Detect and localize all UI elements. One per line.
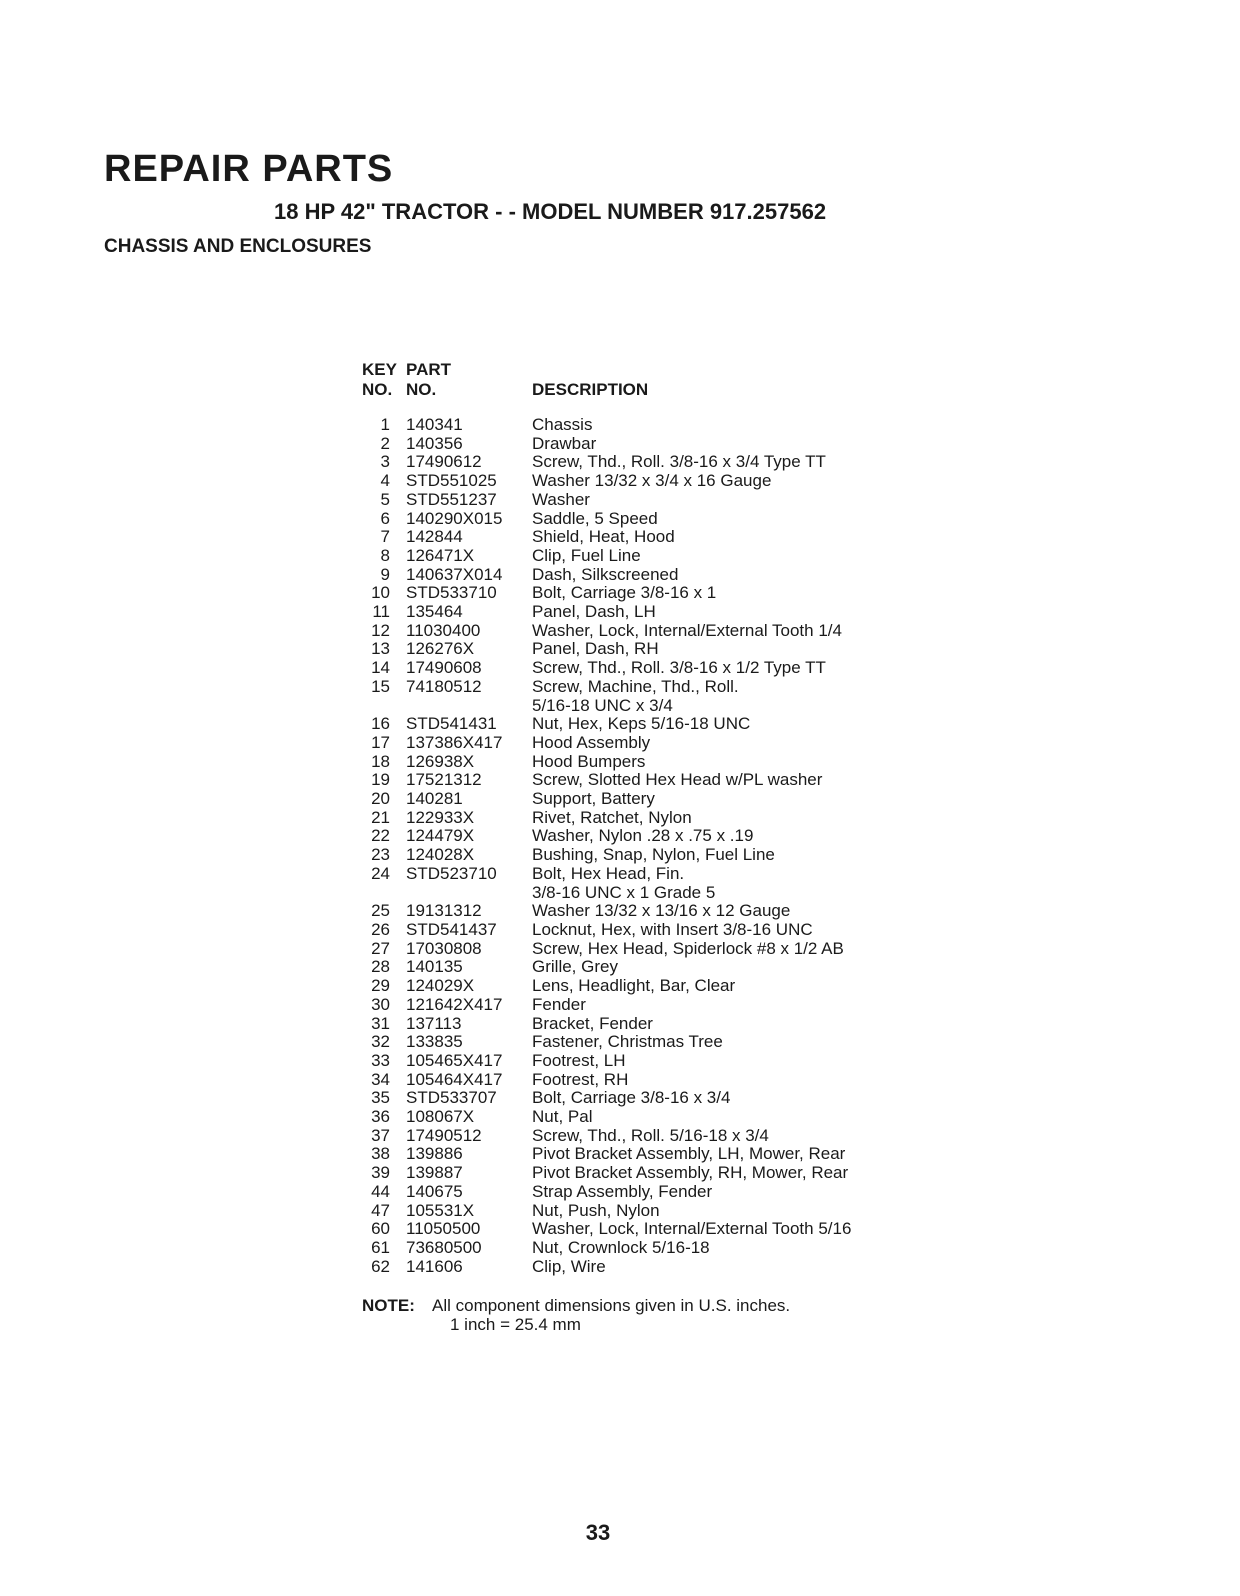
- key-no-cell: 44: [371, 1181, 390, 1201]
- description-cell: Rivet, Ratchet, Nylon: [532, 807, 692, 827]
- part-no-cell: 126276X: [406, 639, 475, 659]
- key-no-cell: 8: [380, 545, 390, 565]
- part-no-cell: 135464: [406, 602, 463, 622]
- description-header: [532, 360, 932, 400]
- description-cell: Dash, Silkscreened: [532, 564, 679, 584]
- section-heading: CHASSIS AND ENCLOSURES: [104, 236, 372, 257]
- part-no-cell: 140356: [406, 433, 463, 453]
- key-no-cell: 47: [371, 1200, 390, 1220]
- part-no-cell: 17490608: [406, 658, 482, 678]
- table-row: [362, 996, 932, 1015]
- table-row: [362, 1052, 932, 1071]
- key-no-cell: 5: [380, 489, 390, 509]
- key-no-cell: 30: [371, 994, 390, 1014]
- description-cell: Screw, Hex Head, Spiderlock #8 x 1/2 AB: [532, 938, 844, 958]
- description-cell: Washer, Lock, Internal/External Tooth 5/16: [532, 1219, 852, 1239]
- table-row: [362, 1108, 932, 1127]
- part-no-cell: 74180512: [406, 676, 482, 696]
- table-row: [362, 1015, 932, 1034]
- key-no-cell: 38: [371, 1144, 390, 1164]
- key-no-cell: 27: [371, 938, 390, 958]
- description-cell: Fender: [532, 994, 586, 1014]
- part-no-header: [406, 360, 532, 400]
- table-row: [362, 510, 932, 529]
- key-no-cell: 3: [380, 452, 390, 472]
- part-no-cell: 105531X: [406, 1200, 475, 1220]
- table-row: [362, 566, 932, 585]
- table-row: [362, 827, 932, 846]
- page-number: 33: [585, 1520, 611, 1545]
- key-no-cell: 1: [380, 415, 390, 434]
- table-row: [362, 678, 932, 715]
- key-no-cell: 33: [371, 1050, 390, 1070]
- key-no-cell: 29: [371, 976, 390, 996]
- key-header-line2: NO.: [362, 380, 393, 399]
- part-no-cell: STD533710: [406, 583, 497, 603]
- part-no-cell: STD541437: [406, 919, 497, 939]
- key-no-cell: 32: [371, 1032, 390, 1052]
- description-cell: Washer 13/32 x 3/4 x 16 Gauge: [532, 471, 772, 491]
- table-row: [362, 528, 932, 547]
- part-no-cell: 139887: [406, 1163, 463, 1183]
- part-no-cell: 133835: [406, 1032, 463, 1052]
- description-cell: Nut, Pal: [532, 1107, 593, 1127]
- key-no-cell: 34: [371, 1069, 390, 1089]
- key-no-cell: 20: [371, 789, 390, 809]
- key-no-cell: 36: [371, 1107, 390, 1127]
- part-header-line2: NO.: [406, 380, 437, 399]
- description-cell: Grille, Grey: [532, 957, 618, 977]
- part-no-cell: STD541431: [406, 714, 497, 734]
- description-cell: Pivot Bracket Assembly, LH, Mower, Rear: [532, 1144, 846, 1164]
- description-cell: Footrest, RH: [532, 1069, 629, 1089]
- part-no-cell: 140135: [406, 957, 463, 977]
- table-row: [362, 1202, 932, 1221]
- table-row: [362, 1089, 932, 1108]
- key-header-line1: KEY: [362, 360, 397, 379]
- part-no-cell: 126471X: [406, 545, 475, 565]
- part-no-cell: STD523710: [406, 863, 497, 883]
- table-row: [362, 865, 932, 902]
- key-no-cell: 2: [380, 433, 390, 453]
- key-no-cell: 18: [371, 751, 390, 771]
- part-no-cell: 140290X015: [406, 508, 503, 528]
- part-no-cell: 124028X: [406, 845, 475, 865]
- note-line-1: All component dimensions given in U.S. inches.: [432, 1296, 791, 1315]
- part-no-cell: 105464X417: [406, 1069, 503, 1089]
- key-no-cell: 10: [371, 583, 390, 603]
- description-cell: Shield, Heat, Hood: [532, 527, 675, 547]
- description-cell: Pivot Bracket Assembly, RH, Mower, Rear: [532, 1163, 849, 1183]
- key-no-cell: 14: [371, 658, 390, 678]
- key-no-cell: 4: [380, 471, 390, 491]
- description-cell: Nut, Hex, Keps 5/16-18 UNC: [532, 714, 751, 734]
- parts-table-body: [362, 416, 932, 1276]
- key-no-cell: 6: [380, 508, 390, 528]
- key-no-cell: 12: [371, 620, 390, 640]
- table-row: [362, 547, 932, 566]
- table-row: [362, 491, 932, 510]
- key-no-cell: 25: [371, 901, 390, 921]
- description-cell: Panel, Dash, RH: [532, 639, 659, 659]
- description-cell: Clip, Wire: [532, 1256, 606, 1276]
- note-label: NOTE:: [362, 1296, 415, 1315]
- part-no-cell: 73680500: [406, 1237, 482, 1257]
- part-no-cell: 137113: [406, 1013, 462, 1033]
- key-no-cell: 24: [371, 863, 390, 883]
- part-no-cell: 17030808: [406, 938, 482, 958]
- part-no-cell: 105465X417: [406, 1050, 503, 1070]
- table-row: [362, 940, 932, 959]
- key-no-cell: 62: [371, 1256, 390, 1276]
- note-line-2: 1 inch = 25.4 mm: [450, 1315, 581, 1334]
- description-cell: Screw, Thd., Roll. 3/8-16 x 1/2 Type TT: [532, 658, 826, 678]
- description-cell: Footrest, LH: [532, 1050, 626, 1070]
- description-cell: Bolt, Hex Head, Fin. 3/8-16 UNC x 1 Grade 5: [532, 863, 716, 902]
- description-cell: Screw, Machine, Thd., Roll. 5/16-18 UNC x 3/4: [532, 676, 739, 715]
- key-no-cell: 23: [371, 845, 390, 865]
- table-row: [362, 1258, 932, 1277]
- key-no-cell: 35: [371, 1088, 390, 1108]
- description-cell: Chassis: [532, 415, 593, 434]
- description-cell: Bolt, Carriage 3/8-16 x 1: [532, 583, 717, 603]
- description-cell: Washer: [532, 489, 590, 509]
- part-no-cell: 108067X: [406, 1107, 475, 1127]
- key-no-cell: 9: [380, 564, 390, 584]
- page-title: REPAIR PARTS: [104, 148, 394, 190]
- model-subtitle: 18 HP 42" TRACTOR - - MODEL NUMBER 917.257562: [274, 199, 827, 224]
- table-row: [362, 790, 932, 809]
- description-header-label: DESCRIPTION: [532, 380, 649, 399]
- key-no-cell: 16: [371, 714, 390, 734]
- part-no-cell: 141606: [406, 1256, 463, 1276]
- table-row: [362, 977, 932, 996]
- table-row: [362, 753, 932, 772]
- part-header-line1: PART: [406, 360, 452, 379]
- description-cell: Nut, Push, Nylon: [532, 1200, 660, 1220]
- key-no-cell: 19: [371, 770, 390, 790]
- key-no-cell: 11: [372, 602, 390, 622]
- table-row: [362, 921, 932, 940]
- table-row: [362, 472, 932, 491]
- key-no-cell: 37: [371, 1125, 390, 1145]
- description-cell: Nut, Crownlock 5/16-18: [532, 1237, 710, 1257]
- key-no-cell: 21: [371, 807, 390, 827]
- part-no-cell: 121642X417: [406, 994, 503, 1014]
- description-cell: Lens, Headlight, Bar, Clear: [532, 976, 736, 996]
- description-cell: Strap Assembly, Fender: [532, 1181, 713, 1201]
- part-no-cell: 17490512: [406, 1125, 482, 1145]
- part-no-cell: 137386X417: [406, 732, 503, 752]
- table-row: [362, 640, 932, 659]
- key-no-cell: 22: [371, 826, 390, 846]
- table-row: [362, 453, 932, 472]
- description-cell: Hood Bumpers: [532, 751, 646, 771]
- table-row: [362, 659, 932, 678]
- part-no-cell: 17490612: [406, 452, 482, 472]
- description-cell: Washer, Nylon .28 x .75 x .19: [532, 826, 754, 846]
- table-row: [362, 1127, 932, 1146]
- key-no-cell: 15: [371, 676, 390, 696]
- table-row: [362, 715, 932, 734]
- table-row: [362, 584, 932, 603]
- table-row: [362, 846, 932, 865]
- description-cell: Bushing, Snap, Nylon, Fuel Line: [532, 845, 775, 865]
- part-no-cell: 11030400: [406, 620, 481, 640]
- part-no-cell: 124479X: [406, 826, 475, 846]
- parts-table-header: [362, 360, 932, 400]
- key-no-cell: 39: [371, 1163, 390, 1183]
- key-no-cell: 7: [380, 527, 390, 547]
- description-cell: Screw, Thd., Roll. 3/8-16 x 3/4 Type TT: [532, 452, 826, 472]
- table-row: [362, 603, 932, 622]
- description-cell: Drawbar: [532, 433, 597, 453]
- part-no-cell: STD533707: [406, 1088, 497, 1108]
- description-cell: Hood Assembly: [532, 732, 651, 752]
- note: [362, 1296, 790, 1334]
- part-no-cell: 140341: [406, 415, 463, 434]
- part-no-cell: 124029X: [406, 976, 475, 996]
- description-cell: Clip, Fuel Line: [532, 545, 641, 565]
- table-row: [362, 1071, 932, 1090]
- table-row: [362, 622, 932, 641]
- part-no-cell: 11050500: [406, 1219, 481, 1239]
- part-no-cell: STD551025: [406, 471, 497, 491]
- part-no-cell: 122933X: [406, 807, 475, 827]
- part-no-cell: 17521312: [406, 770, 482, 790]
- description-cell: Support, Battery: [532, 789, 655, 809]
- description-cell: Saddle, 5 Speed: [532, 508, 658, 528]
- description-cell: Bracket, Fender: [532, 1013, 653, 1033]
- table-row: [362, 1183, 932, 1202]
- part-no-cell: 140675: [406, 1181, 463, 1201]
- table-row: [362, 734, 932, 753]
- key-no-header: [362, 360, 406, 400]
- description-cell: Screw, Slotted Hex Head w/PL washer: [532, 770, 823, 790]
- key-no-cell: 13: [371, 639, 390, 659]
- table-row: [362, 1220, 932, 1239]
- key-no-cell: 17: [371, 732, 390, 752]
- part-no-cell: 142844: [406, 527, 463, 547]
- parts-table: [362, 360, 932, 1276]
- description-cell: Bolt, Carriage 3/8-16 x 3/4: [532, 1088, 731, 1108]
- table-row: [362, 809, 932, 828]
- description-cell: Fastener, Christmas Tree: [532, 1032, 723, 1052]
- part-no-cell: 126938X: [406, 751, 475, 771]
- key-no-cell: 60: [371, 1219, 390, 1239]
- key-no-cell: 61: [371, 1237, 390, 1257]
- description-cell: Locknut, Hex, with Insert 3/8-16 UNC: [532, 919, 813, 939]
- description-cell: Washer, Lock, Internal/External Tooth 1/4: [532, 620, 842, 640]
- table-row: [362, 416, 932, 435]
- key-no-cell: 31: [371, 1013, 390, 1033]
- table-row: [362, 771, 932, 790]
- key-no-cell: 28: [371, 957, 390, 977]
- table-row: [362, 958, 932, 977]
- part-no-cell: STD551237: [406, 489, 497, 509]
- table-row: [362, 1033, 932, 1052]
- part-no-cell: 139886: [406, 1144, 463, 1164]
- table-row: [362, 1145, 932, 1164]
- note-body: [432, 1296, 790, 1334]
- description-cell: Washer 13/32 x 13/16 x 12 Gauge: [532, 901, 791, 921]
- part-no-cell: 140637X014: [406, 564, 503, 584]
- table-row: [362, 902, 932, 921]
- key-no-cell: 26: [371, 919, 390, 939]
- part-no-cell: 140281: [406, 789, 463, 809]
- description-cell: Screw, Thd., Roll. 5/16-18 x 3/4: [532, 1125, 769, 1145]
- part-no-cell: 19131312: [406, 901, 482, 921]
- table-row: [362, 1239, 932, 1258]
- table-row: [362, 1164, 932, 1183]
- table-row: [362, 435, 932, 454]
- description-cell: Panel, Dash, LH: [532, 602, 656, 622]
